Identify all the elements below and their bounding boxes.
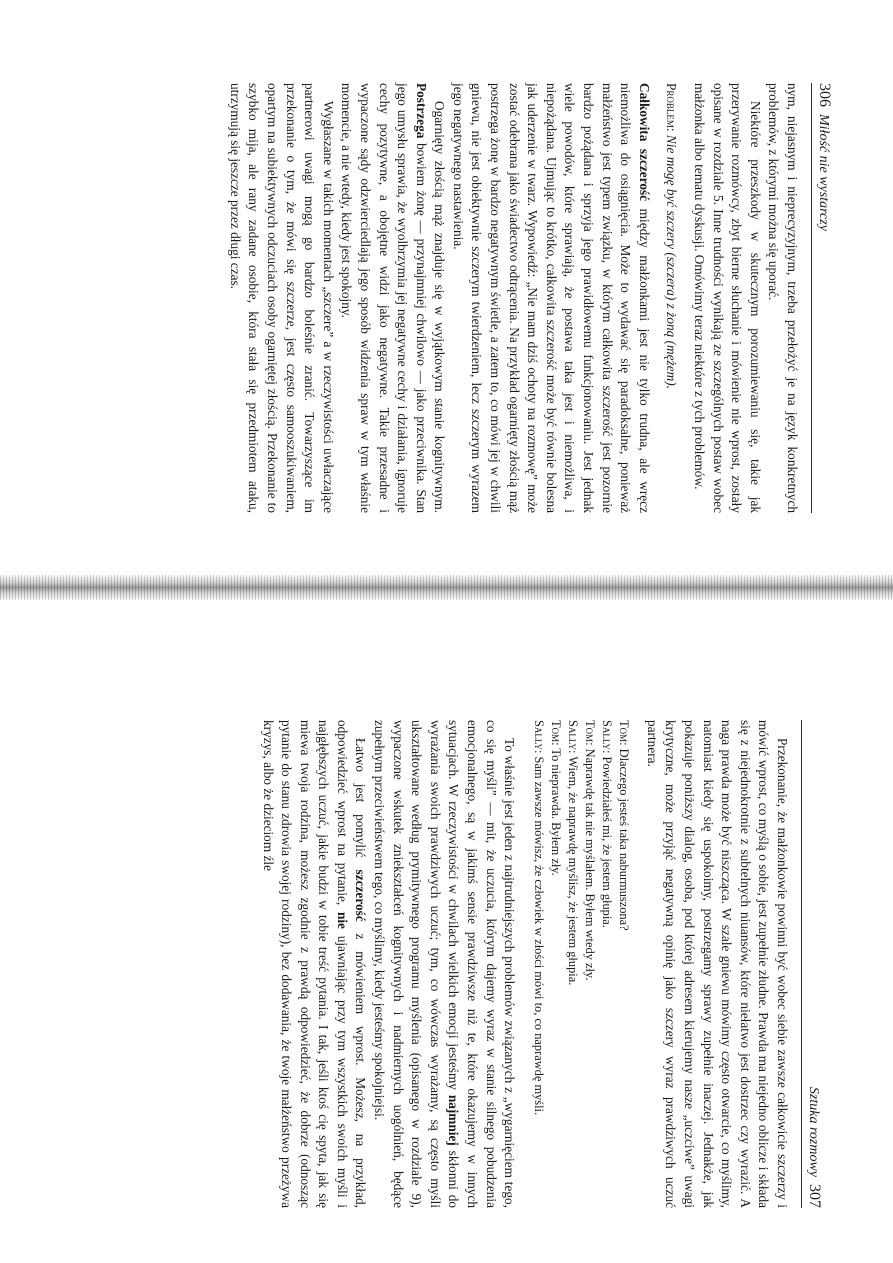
book-page-306 <box>0 0 893 575</box>
page-306-band <box>0 0 893 575</box>
dialog-line: Tom: Dlaczego jesteś taka naburmuszona? <box>617 720 632 931</box>
dialog-line: Tom: To nieprawda. Byłem zły. <box>549 720 564 876</box>
page-number: 307 <box>806 1184 823 1208</box>
book-page-307 <box>0 600 893 1263</box>
paragraph: Ogarnięty złością mąż znajduje się w wyjątkowym stanie kognitywnym. Postrzega bowiem żonę — przynajmniej chwilowo — jako przeciwnika. Stan jego umysłu sprawia, że wyolbrzymia jej negatywne cechy i działania, ignoruje cechy pozytywne, a obojętne widzi jako negatywne. Takie przesadne i wypaczone sądy odzwierciedlają jego sposób widzenia spraw w tym właśnie momencie, a nie wtedy, kiedy jest spokojny. <box>339 83 448 513</box>
running-title: Miłość nie wystarczy <box>816 114 831 231</box>
paragraph: Przekonanie, że małżonkowie powinni być wobec siebie zawsze całkowicie szczerzy i mówić wprost, co myślą o sobie, jest zupełnie złudne. Prawda ma niejedno oblicze i składa się z niejednokrotnie z subtelnych niuansów, które niełatwo jest dostrzec czy wyrazić. A naga prawda może być niszcząca. W szale gniewu mówimy często otwarcie, co myślimy, natomiast kiedy się uspokoimy, postrzegamy sprawy zupełnie inaczej. Jednakże, jak pokazuje poniższy dialog, osoba, pod której adresem kierujemy nasze „uczciwe” uwagi krytyczne, może przyjąć negatywną opinię jako szczery wyraz prawdziwych uczuć partnera. <box>644 720 790 1208</box>
paragraph: nym, niejasnym i nieprecyzyjnym, trzeba przełożyć je na język konkretnych problemów, z którymi można się uporać. <box>766 83 800 513</box>
dialog-line: Sally: Sam zawsze mówisz, że człowiek w złości mówi to, co naprawdę myśli. <box>532 720 547 1116</box>
running-head-307 <box>801 720 823 1208</box>
dialog-block <box>530 720 632 1208</box>
paragraph: Łatwo jest pomylić szczerość z mówieniem wprost. Możesz, na przykład, odpowiedzieć wprost na pytanie, nie ujawniając przy tym wszystkich swoich myśli i najgłębszych uczuć, jakie budzi w tobie treść pytania. I tak, jeśli ktoś cię spyta, jak się miewa twoja rodzina, możesz zgodnie z prawdą odpowiedzieć, że dobrze (odnosząc pytanie do stanu zdrowia swojej rodziny), bez dodawania, że twoje małżeństwo przeżywa kryzys, albo że dzieciom źle <box>260 720 369 1208</box>
paragraph: Niektóre przeszkody w skutecznym porozumiewaniu się, takie jak przerywanie rozmówcy, zbyt bierne słuchanie i mówienie nie wprost, zostały opisane w rozdziale 5. Inne trudności wynikają ze szczególnych postaw wobec małżonka albo tematu dyskusji. Omówimy teraz niektóre z tych problemów. <box>692 83 763 513</box>
running-head-306 <box>811 83 833 513</box>
page-307-band <box>0 600 893 1263</box>
dialog-line: Sally: Powiedziałeś mi, że jestem głupia. <box>600 720 615 928</box>
paragraph: Całkowita szczerość między małżonkami jest nie tylko trudna, ale wręcz niemożliwa do osiągnięcia. Może to wydawać się paradoksalne, ponieważ małżeństwo jest typem związku, w którym całkowita szczerość jest pozornie bardzo pożądana i sprzyja jego prawidłowemu funkcjonowaniu. Jest jednak wiele powodów, które sprawiają, że postawa taka jest i niemożliwa, i niepożądana. Ujmując to krótko, całkowita szczerość może być równie bolesna jak uderzenie w twarz. Wypowiedź: „Nie mam dziś ochoty na rozmowę” może zostać odebrana jako świadectwo odtrącenia. Na przykład ogarnięty złością mąż postrzega żonę w bardzo negatywnym świetle, a zatem to, co mówi jej w chwili gniewu, nie jest obiektywnie szczerym twierdzeniem, lecz szczerym wyrazem jego negatywnego nastawienia. <box>450 83 652 513</box>
book-gutter <box>0 575 893 600</box>
dialog-line: Tom: Naprawdę tak nie myślałem. Byłem wtedy zły. <box>583 720 598 981</box>
page-number: 306 <box>816 83 833 107</box>
problem-heading: Problem: Nie mogę być szczery (szczera) z żoną (mężem). <box>664 83 680 389</box>
paragraph: To właśnie jest jeden z najtrudniejszych problemów związanych z „wygarnięciem tego, co się myśli” — mit, że uczucia, którym dajemy wyraz w stanie silnego pobudzenia emocjonalnego, są w jakimś sensie prawdziwsze niż te, które okazujemy w innych sytuacjach. W rzeczywistości w chwilach wielkich emocji jesteśmy najmniej skłonni do wyrażania swoich prawdziwych uczuć; tym, co wówczas wyrażamy, są często myśli ukształtowane według prymitywnego programu myślenia (opisanego w rozdziale 9), wypaczone wskutek zniekształceń kognitywnych i nadmiernych uogólnień, będące zupełnym przeciwieństwem tego, co myślimy, kiedy jesteśmy spokojniejsi. <box>372 720 518 1208</box>
paragraph: Wygłaszane w takich momentach „szczere” a w rzeczywistości uwłaczające partnerowi uwagi mogą go bardzo boleśnie zranić. Towarzyszące im przekonanie o tym, że mówi się szczerze, jest często samooszukiwaniem, opartym na subiektywnych odczuciach osoby ogarniętej złością. Przekonanie to szybko mija, ale rany zadane osobie, która stała się przedmiotem ataku, utrzymują się jeszcze przez długi czas. <box>227 83 336 513</box>
running-title: Sztuka rozmowy <box>806 1086 821 1177</box>
dialog-line: Sally: Wiem, że naprawdę myślisz, że jestem głupia. <box>566 720 581 986</box>
